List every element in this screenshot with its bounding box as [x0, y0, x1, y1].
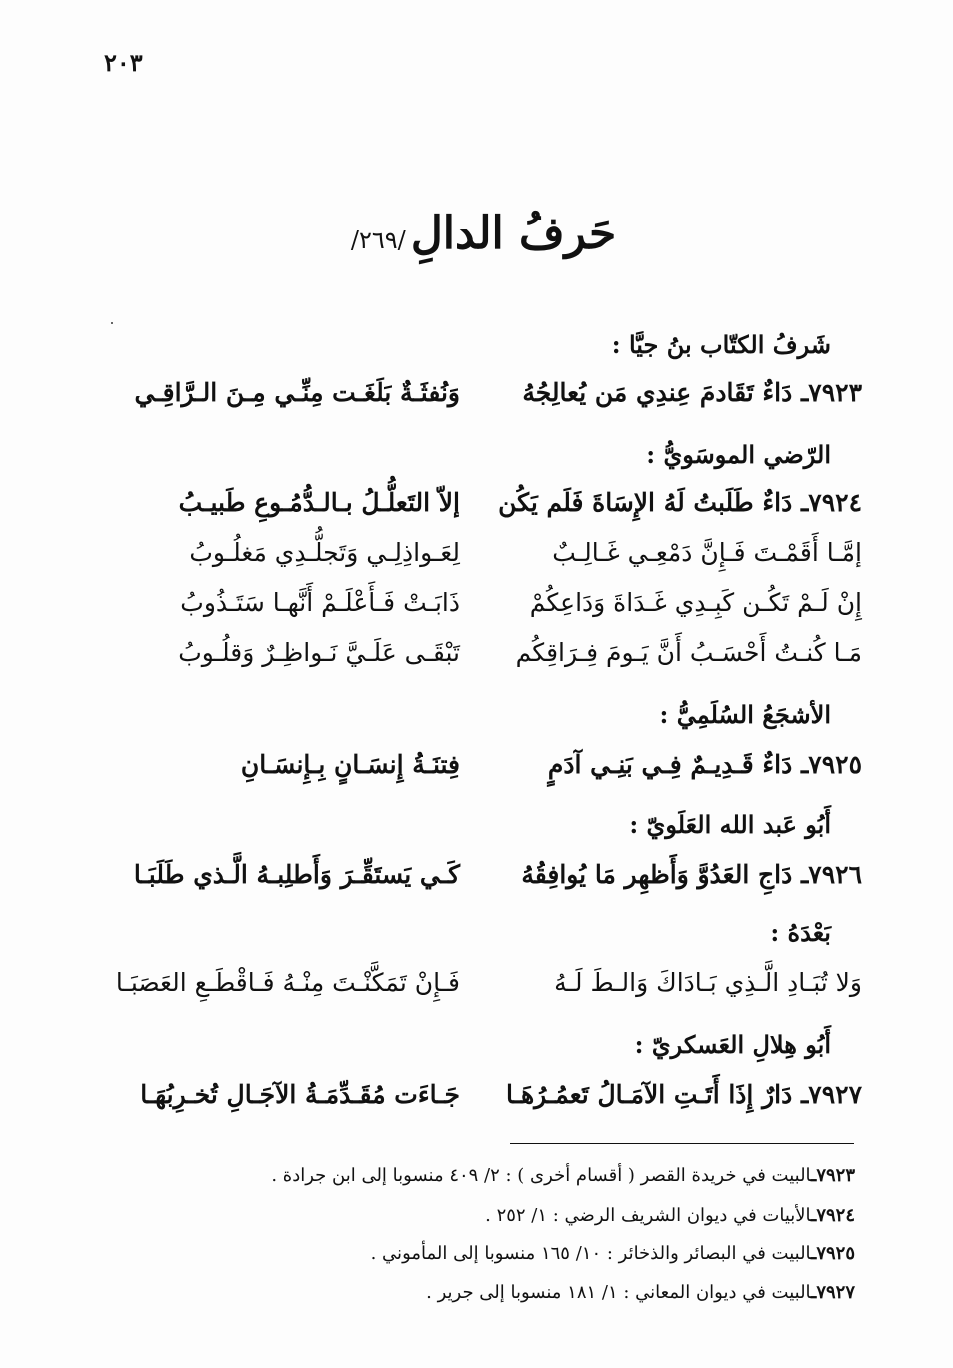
- verse-first-text: دَاءٌ طَلَبتُ لَهُ الإِسَاةَ فَلَم يَكُن: [498, 488, 793, 517]
- verse-second-hemistich: وَنُفثَـةٌ بَلَغَـت مِنِّـي مِـنَ الـرَّاقِـي: [134, 378, 460, 407]
- verse-first-hemistich: إِنْ لَـمْ تَكُـن كَبِـدِي غَـدَاةَ وَدَاعِكُمْ: [529, 588, 862, 617]
- verse-second-hemistich: كَـي يَستَقِّـرَ وَأَطلِبـهُ الَّـذي طَلَبَـا: [133, 860, 460, 889]
- verse-first-hemistich: [502, 1080, 862, 1109]
- verse: [110, 378, 862, 422]
- verse-first-hemistich: إمَّـا أَقَمْـتَ فَـإِنَّ دَمْعِـي غَـالِـبٌ: [552, 538, 862, 567]
- verse-first-hemistich: [502, 378, 862, 407]
- chapter-heading: [0, 208, 953, 259]
- footnote-number: ٧٩٢٥ـ: [811, 1243, 855, 1264]
- verse: [110, 860, 862, 904]
- verse-first-text: دَارٌ إِذَا أَتَـتِ الآمَـالُ تَعمُـرُهَـا: [506, 1080, 793, 1109]
- verse-number: ٧٩٢٧ـ: [800, 1080, 862, 1109]
- footnote: [95, 1205, 855, 1226]
- poet-name: الأشجَعُ السُلَمِيُّ :: [659, 700, 831, 729]
- scan-speck: [111, 322, 113, 324]
- verse: [110, 968, 862, 1012]
- footnote-number: ٧٩٢٧ـ: [811, 1282, 855, 1303]
- verse-second-hemistich: لِعَـواذِلِـي وَتَجلُّـدِي مَغلُـوبُ: [189, 538, 460, 567]
- verse-second-hemistich: جَـاءَت مُقَـدِّمَـةُ الآجَـالِ تُخـرِبُهَـا: [140, 1080, 460, 1109]
- footnote-number: ٧٩٢٤ـ: [811, 1205, 855, 1226]
- footnote: [95, 1165, 855, 1186]
- verse: [110, 588, 862, 632]
- chapter-title: حَرفُ الدالِ: [410, 208, 617, 259]
- verse: [110, 750, 862, 794]
- verse: [110, 1080, 862, 1124]
- footnote-text: البيت في البصائر والذخائر : ١٠/ ١٦٥ منسوبا إلى المأموني .: [370, 1243, 812, 1264]
- verse-second-hemistich: ذَابَـتْ فَـأَعْلَـمْ أَنَّهـا سَتَـذُوبُ: [180, 588, 460, 617]
- verse-first-text: دَاجِ العَدُوَّ وَأَظهِر مَا يُوافِقُهُ: [521, 860, 793, 889]
- footnote-divider: [510, 1143, 854, 1144]
- footnote: [95, 1282, 855, 1303]
- verse-number: ٧٩٢٤ـ: [800, 488, 862, 517]
- verse-first-hemistich: [502, 750, 862, 779]
- verse-second-hemistich: فَـإِنْ تَمَكَّنْـتَ مِنْـهُ فَـاقْطَـعِ العَصَبَـا: [115, 968, 460, 997]
- footnote: [95, 1243, 855, 1264]
- verse-first-hemistich: [498, 488, 862, 517]
- page-number: ٢٠٣: [104, 48, 143, 77]
- verse-second-hemistich: إلاّ التَعلُّـلُ بـالـدُّمُـوعِ طَبيـبُ: [178, 488, 460, 517]
- verse-number: ٧٩٢٣ـ: [800, 378, 862, 407]
- verse-number: ٧٩٢٦ـ: [800, 860, 862, 889]
- verse-first-hemistich: [502, 860, 862, 889]
- verse: [110, 488, 862, 532]
- chapter-ref: /٢٦٩/: [350, 226, 406, 254]
- poet-name: شَرفُ الكتّاب بنُ جيَّا :: [611, 330, 831, 359]
- verse-number: ٧٩٢٥ـ: [800, 750, 862, 779]
- poet-name: أَبُو عَبد الله العَلَويّ :: [629, 810, 831, 839]
- poet-name: أَبُو هِلالِ العَسكريّ :: [634, 1030, 831, 1059]
- verse-second-hemistich: فِتنَـةُ إِنسَـانٍ بِـإِنسَـانِ: [240, 750, 460, 779]
- verse-first-hemistich: مَـا كُنـتُ أَحْسَـبُ أَنَّ يَـومَ فِـرَاقِكُم: [515, 638, 862, 667]
- verse-second-hemistich: تَبْقَـى عَلَـيَّ نَـواظِـرٌ وَقلُـوبُ: [178, 638, 460, 667]
- verse: [110, 538, 862, 582]
- poet-name: الرّضي الموسَويُّ :: [646, 440, 831, 469]
- verse-first-text: دَاءٌ قَـدِيـمٌ فِـي بَنِـي آدَمٍ: [547, 750, 793, 779]
- verse-first-text: دَاءٌ تَقَادمَ عِندِي مَن يُعالِجُهُ: [522, 378, 793, 407]
- verse: [110, 638, 862, 682]
- footnote-text: البيت في ديوان المعاني : ١/ ١٨١ منسوبا إلى جرير .: [426, 1282, 812, 1303]
- footnote-number: ٧٩٢٣ـ: [811, 1165, 855, 1186]
- verse-first-hemistich: وَلا تُبَـادِ الَّـذِي بَـادَاكَ وَالـطَ لَـهُ: [554, 968, 862, 997]
- poet-name: بَعْدَهُ :: [770, 918, 831, 947]
- footnote-text: البيت في خريدة القصر ( أقسام أخرى ) : ٢/ ٤٠٩ منسوبا إلى ابن جرادة .: [271, 1165, 812, 1186]
- footnote-text: الأبيات في ديوان الشريف الرضي : ١/ ٢٥٢ .: [485, 1205, 812, 1226]
